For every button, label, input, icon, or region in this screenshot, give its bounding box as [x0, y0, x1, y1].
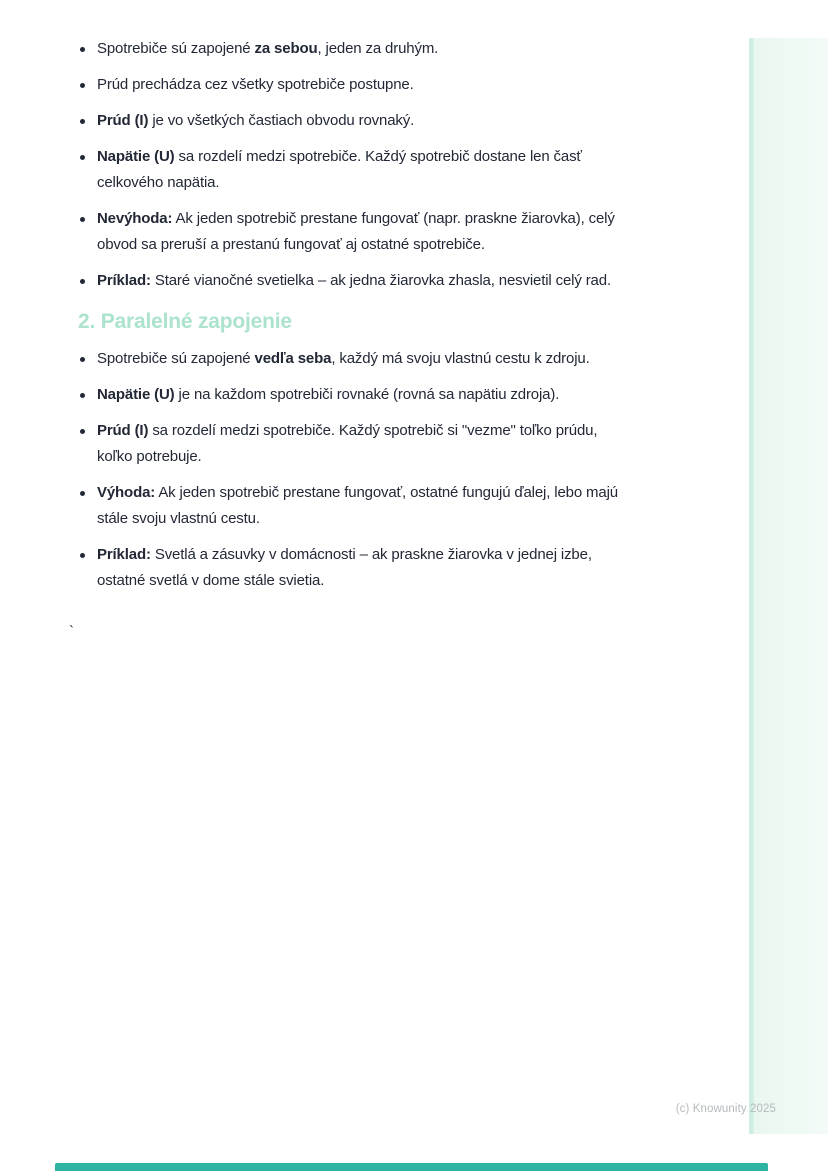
- bold-text-segment: Prúd (I): [97, 422, 149, 439]
- text-segment: sa rozdelí medzi spotrebiče. Každý spotrebič si "vezme" toľko prúdu, koľko potrebuje.: [97, 422, 598, 465]
- bold-text-segment: Napätie (U): [97, 386, 175, 403]
- list-item: [78, 206, 630, 258]
- list-item: [78, 542, 630, 594]
- list-item: [78, 144, 630, 196]
- text-segment: Ak jeden spotrebič prestane fungovať, ostatné fungujú ďalej, lebo majú stále svoju vlastnú cestu.: [97, 484, 618, 527]
- text-segment: , jeden za druhým.: [317, 40, 439, 57]
- bold-text-segment: Príklad:: [97, 546, 151, 563]
- list-item: [78, 72, 630, 98]
- bold-text-segment: Príklad:: [97, 272, 151, 289]
- text-segment: je na každom spotrebiči rovnaké (rovná sa napätiu zdroja).: [174, 386, 560, 403]
- bold-text-segment: Prúd (I): [97, 112, 149, 129]
- list-item: [78, 268, 630, 294]
- footer-copyright: (c) Knowunity 2025: [675, 1103, 776, 1115]
- bold-text-segment: Výhoda:: [97, 484, 156, 501]
- bold-text-segment: Nevýhoda:: [97, 210, 173, 227]
- text-segment: Staré vianočné svetielka – ak jedna žiarovka zhasla, nesvietil celý rad.: [150, 272, 611, 289]
- text-segment: je vo všetkých častiach obvodu rovnaký.: [148, 112, 415, 129]
- list-item: [78, 108, 630, 134]
- list-item: [78, 382, 630, 408]
- text-segment: , každý má svoju vlastnú cestu k zdroju.: [331, 350, 590, 367]
- series-connection-list: [78, 36, 630, 294]
- text-segment: Ak jeden spotrebič prestane fungovať (napr. praskne žiarovka), celý obvod sa preruší a prestanú fungovať aj ostatné spotrebiče.: [97, 210, 615, 253]
- text-segment: Svetlá a zásuvky v domácnosti – ak praskne žiarovka v jednej izbe, ostatné svetlá v dome stále svietia.: [97, 546, 592, 589]
- page-edge-highlight: [749, 38, 828, 1134]
- parallel-connection-list: [78, 346, 630, 594]
- text-segment: Spotrebiče sú zapojené: [97, 350, 255, 367]
- text-segment: Prúd prechádza cez všetky spotrebiče postupne.: [97, 76, 414, 93]
- text-segment: Spotrebiče sú zapojené: [97, 40, 255, 57]
- bold-text-segment: za sebou: [254, 40, 318, 57]
- list-item: [78, 346, 630, 372]
- bottom-accent-bar: [55, 1163, 768, 1171]
- stray-backtick-char: `: [69, 623, 74, 640]
- bold-text-segment: vedľa seba: [254, 350, 332, 367]
- bold-text-segment: Napätie (U): [97, 148, 175, 165]
- text-segment: sa rozdelí medzi spotrebiče. Každý spotrebič dostane len časť celkového napätia.: [97, 148, 582, 191]
- section-heading-parallel: 2. Paralelné zapojenie: [78, 310, 292, 333]
- list-item: [78, 418, 630, 470]
- document-content: [78, 36, 630, 604]
- list-item: [78, 36, 630, 62]
- list-item: [78, 480, 630, 532]
